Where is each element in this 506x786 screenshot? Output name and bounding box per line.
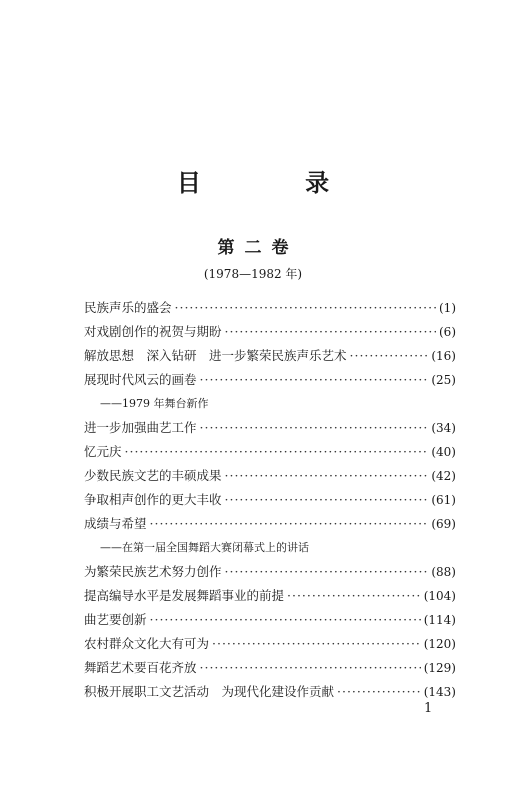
dot-leader [150,608,421,632]
toc-entry-title: 解放思想 深入钻研 进一步繁荣民族声乐艺术 [84,348,347,363]
year-range: (1978—1982 年) [203,267,303,281]
toc-entry-title: 争取相声创作的更大丰收 [84,492,222,507]
toc-entry[interactable] [84,512,456,536]
toc-entry-title: 舞蹈艺术要百花齐放 [84,660,197,675]
dot-leader [200,656,421,680]
dot-leader [287,584,421,608]
dot-leader [225,320,436,344]
toc-entry[interactable] [84,464,456,488]
toc-entry[interactable] [84,608,456,632]
toc-entry[interactable] [84,320,456,344]
toc-entry[interactable] [84,416,456,440]
toc-entry-page: (104) [423,589,456,603]
toc-entry[interactable] [84,368,456,392]
toc-entry-page: (120) [423,637,456,651]
toc-entry[interactable] [84,584,456,608]
dot-leader [175,296,436,320]
toc-entry[interactable] [84,440,456,464]
toc-entry[interactable] [84,656,456,680]
volume-title: 第二卷 [217,238,299,258]
toc-entry-title: 展现时代风云的画卷 [84,372,197,387]
toc-entry-page: (40) [431,445,456,459]
toc-entry-title: 成绩与希望 [84,516,147,531]
page-title: 目 录 [176,168,378,197]
dot-leader [225,464,429,488]
dot-leader [125,440,429,464]
toc-entry-page: (114) [423,613,456,627]
dot-leader [225,488,429,512]
toc-subtitle: ——1979 年舞台新作 [100,397,209,410]
dot-leader [225,560,429,584]
toc-entry-title: 对戏剧创作的祝贺与期盼 [84,324,222,339]
toc-entry[interactable] [84,632,456,656]
toc-entry-title: 积极开展职工文艺活动 为现代化建设作贡献 [84,684,335,699]
toc-entry-title: 提高编导水平是发展舞蹈事业的前提 [84,588,285,603]
toc-entry-title: 农村群众文化大有可为 [84,636,210,651]
toc-entry-page: (34) [431,421,456,435]
toc-entry-page: (129) [423,661,456,675]
table-of-contents [84,296,456,704]
toc-entry-page: (25) [431,373,456,387]
dot-leader [200,368,429,392]
toc-entry-page: (69) [431,517,456,531]
toc-entry[interactable] [84,344,456,368]
toc-entry-title: 忆元庆 [84,444,122,459]
toc-entry-page: (88) [431,565,456,579]
toc-entry-page: (61) [431,493,456,507]
dot-leader [350,344,429,368]
toc-entry-page: (1) [439,301,456,315]
toc-entry[interactable] [84,488,456,512]
toc-entry-title: 民族声乐的盛会 [84,300,172,315]
toc-subtitle: ——在第一届全国舞蹈大赛闭幕式上的讲话 [100,541,309,554]
toc-entry[interactable] [84,680,456,704]
page-number: 1 [424,701,433,716]
dot-leader [212,632,421,656]
toc-entry-page: (6) [439,325,456,339]
toc-entry-page: (143) [423,685,456,699]
dot-leader [150,512,429,536]
toc-entry[interactable] [84,296,456,320]
toc-entry-title: 曲艺要创新 [84,612,147,627]
toc-entry[interactable] [84,560,456,584]
toc-entry-title: 进一步加强曲艺工作 [84,420,197,435]
toc-entry-page: (16) [431,349,456,363]
toc-entry-page: (42) [431,469,456,483]
dot-leader [200,416,429,440]
toc-entry-title: 少数民族文艺的丰硕成果 [84,468,222,483]
toc-entry-title: 为繁荣民族艺术努力创作 [84,564,222,579]
dot-leader [337,680,421,704]
